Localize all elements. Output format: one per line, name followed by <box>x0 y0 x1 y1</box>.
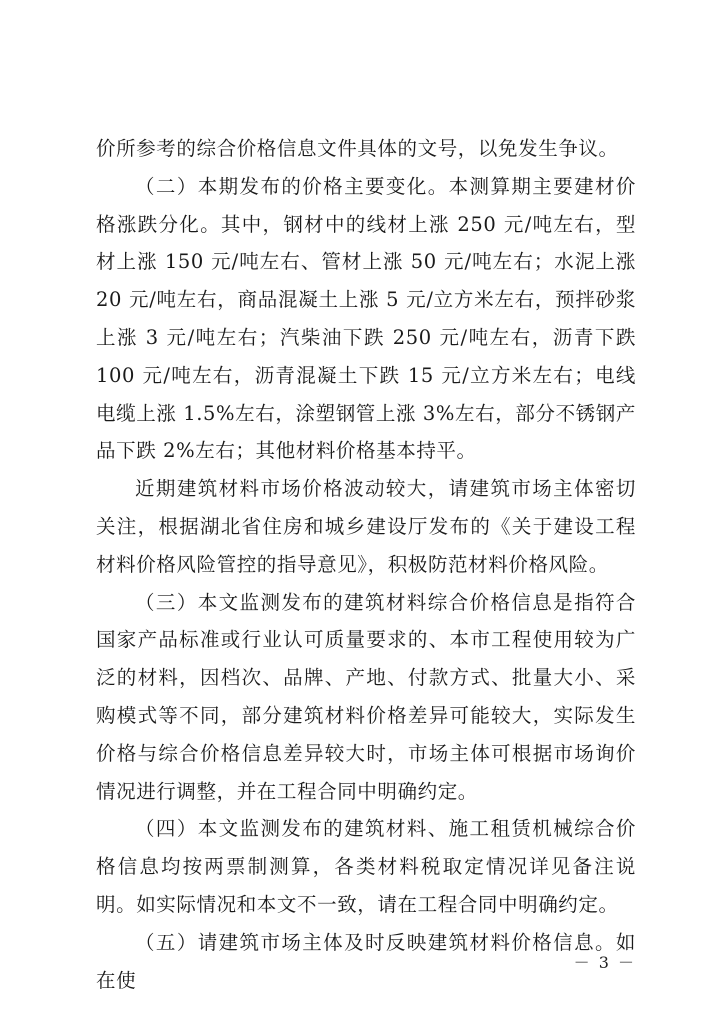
body-text <box>96 130 636 999</box>
paragraph-continuation: 价所参考的综合价格信息文件具体的文号，以免发生争议。 <box>96 137 619 160</box>
page-number: － 3 － <box>573 953 636 972</box>
paragraph-price-info-scope: （三）本文监测发布的建筑材料综合价格信息是指符合国家产品标准或行业认可质量要求的、本市工程使用较为广泛的材料，因档次、品牌、产地、付款方式、批量大小、采购模式等不同，部分建筑材料价格差异可能较大，实际发生价格与综合价格信息差异较大时，市场主体可根据市场询价情况进行调整，并在工程合同中明确约定。 <box>96 590 636 803</box>
paragraph-feedback: （五）请建筑市场主体及时反映建筑材料价格信息。如在使 <box>96 930 636 992</box>
paragraph-tax-calculation: （四）本文监测发布的建筑材料、施工租赁机械综合价格信息均按两票制测算，各类材料税取定情况详见备注说明。如实际情况和本文不一致，请在工程合同中明确约定。 <box>96 817 636 916</box>
paragraph-market-notice: 近期建筑材料市场价格波动较大，请建筑市场主体密切关注，根据湖北省住房和城乡建设厅发布的《关于建设工程材料价格风险管控的指导意见》，积极防范材料价格风险。 <box>96 477 636 576</box>
paragraph-price-changes: （二）本期发布的价格主要变化。本测算期主要建材价格涨跌分化。其中，钢材中的线材上涨 250 元/吨左右，型材上涨 150 元/吨左右、管材上涨 50 元/吨左右；水泥上涨 20 元/吨左右，商品混凝土上涨 5 元/立方米左右，预拌砂浆上涨 3 元/吨左右；汽柴油下跌 250 元/吨左右，沥青下跌 100 元/吨左右，沥青混凝土下跌 15 元/立方米左右；电线电缆上涨 1.5%左右，涂塑钢管上涨 3%左右，部分不锈钢产品下跌 2%左右；其他材料价格基本持平。 <box>96 174 636 463</box>
